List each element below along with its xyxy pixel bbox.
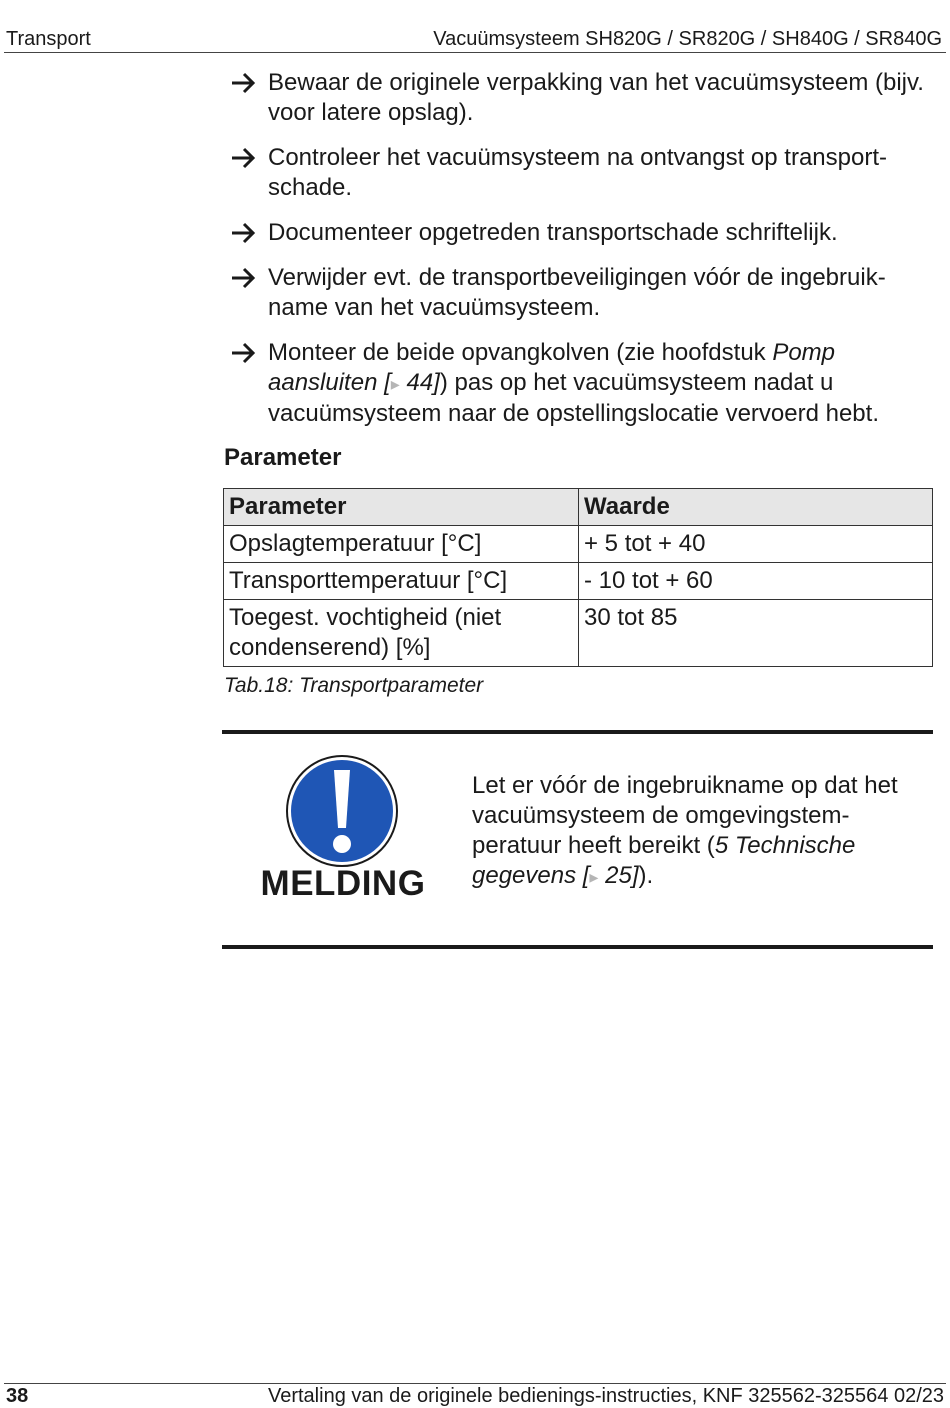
- table-row: [224, 526, 933, 563]
- instruction-text: Bewaar de originele verpakking van het vacuümsysteem (bijv. voor latere opslag).: [268, 69, 924, 126]
- header-product-title: Vacuümsysteem SH820G / SR820G / SH840G / SR840G: [433, 28, 942, 50]
- instruction-item: [230, 143, 940, 203]
- parameter-cell: Toegest. vochtigheid (niet condenserend) [%]: [224, 600, 579, 667]
- instruction-text: Controleer het vacuümsysteem na ontvangst op transport-schade.: [268, 144, 887, 201]
- table-header-row: [224, 489, 933, 526]
- instruction-list: [230, 68, 940, 444]
- value-cell: 30 tot 85: [579, 600, 933, 667]
- notice-bottom-rule: [222, 945, 933, 949]
- notice-text: [472, 771, 932, 892]
- arrow-right-icon: [230, 218, 256, 245]
- page-reference-marker-icon: ▸: [589, 867, 599, 887]
- footer-divider: [4, 1383, 946, 1384]
- page-number: 38: [6, 1385, 29, 1407]
- arrow-right-icon: [230, 143, 256, 170]
- notice-text-start: Let er vóór de ingebruikname op dat het vacuümsysteem de omgevingstem-peratuur heeft bereikt (: [472, 772, 898, 859]
- transport-parameter-table: [223, 488, 933, 667]
- exclamation-circle-icon: [285, 754, 399, 868]
- instruction-item: [230, 263, 940, 323]
- instruction-text: Monteer de beide opvangkolven (zie hoofdstuk: [268, 339, 773, 366]
- notice-top-rule: [222, 730, 933, 734]
- table-row: [224, 563, 933, 600]
- page-reference-marker-icon: ▸: [390, 374, 400, 394]
- instruction-item: [230, 338, 940, 429]
- table-row: [224, 600, 933, 667]
- header-divider: [4, 52, 946, 53]
- arrow-right-icon: [230, 68, 256, 95]
- notice-text-end: ).: [638, 862, 654, 889]
- header-section-title: Transport: [6, 28, 91, 50]
- instruction-text: Documenteer opgetreden transportschade schriftelijk.: [268, 219, 838, 246]
- instruction-item: [230, 218, 940, 248]
- instruction-item: [230, 68, 940, 128]
- cross-reference-title: 5 Technische gegevens [: [472, 832, 856, 889]
- value-cell: + 5 tot + 40: [579, 526, 933, 563]
- table-caption: Tab.18: Transportparameter: [224, 674, 484, 697]
- instruction-text-continued: ) pas op het vacuümsysteem nadat u vacuümsysteem naar de opstellingslocatie vervoerd hebt.: [268, 369, 879, 427]
- cross-reference-page: 25]: [598, 862, 639, 889]
- parameter-cell: Transporttemperatuur [°C]: [224, 563, 579, 600]
- column-header-value: Waarde: [579, 489, 933, 526]
- arrow-right-icon: [230, 263, 256, 290]
- cross-reference-title: Pomp aansluiten [: [268, 339, 836, 396]
- instruction-text: Verwijder evt. de transportbeveiligingen vóór de ingebruik-name van het vacuümsysteem.: [268, 264, 886, 321]
- section-heading: Parameter: [224, 444, 342, 471]
- parameter-cell: Opslagtemperatuur [°C]: [224, 526, 579, 563]
- value-cell: - 10 tot + 60: [579, 563, 933, 600]
- arrow-right-icon: [230, 338, 256, 365]
- notice-label: MELDING: [260, 864, 426, 903]
- cross-reference-page: 44]: [399, 369, 440, 396]
- footer-document-info: Vertaling van de originele bedienings-instructies, KNF 325562-325564 02/23: [267, 1385, 944, 1407]
- column-header-parameter: Parameter: [224, 489, 579, 526]
